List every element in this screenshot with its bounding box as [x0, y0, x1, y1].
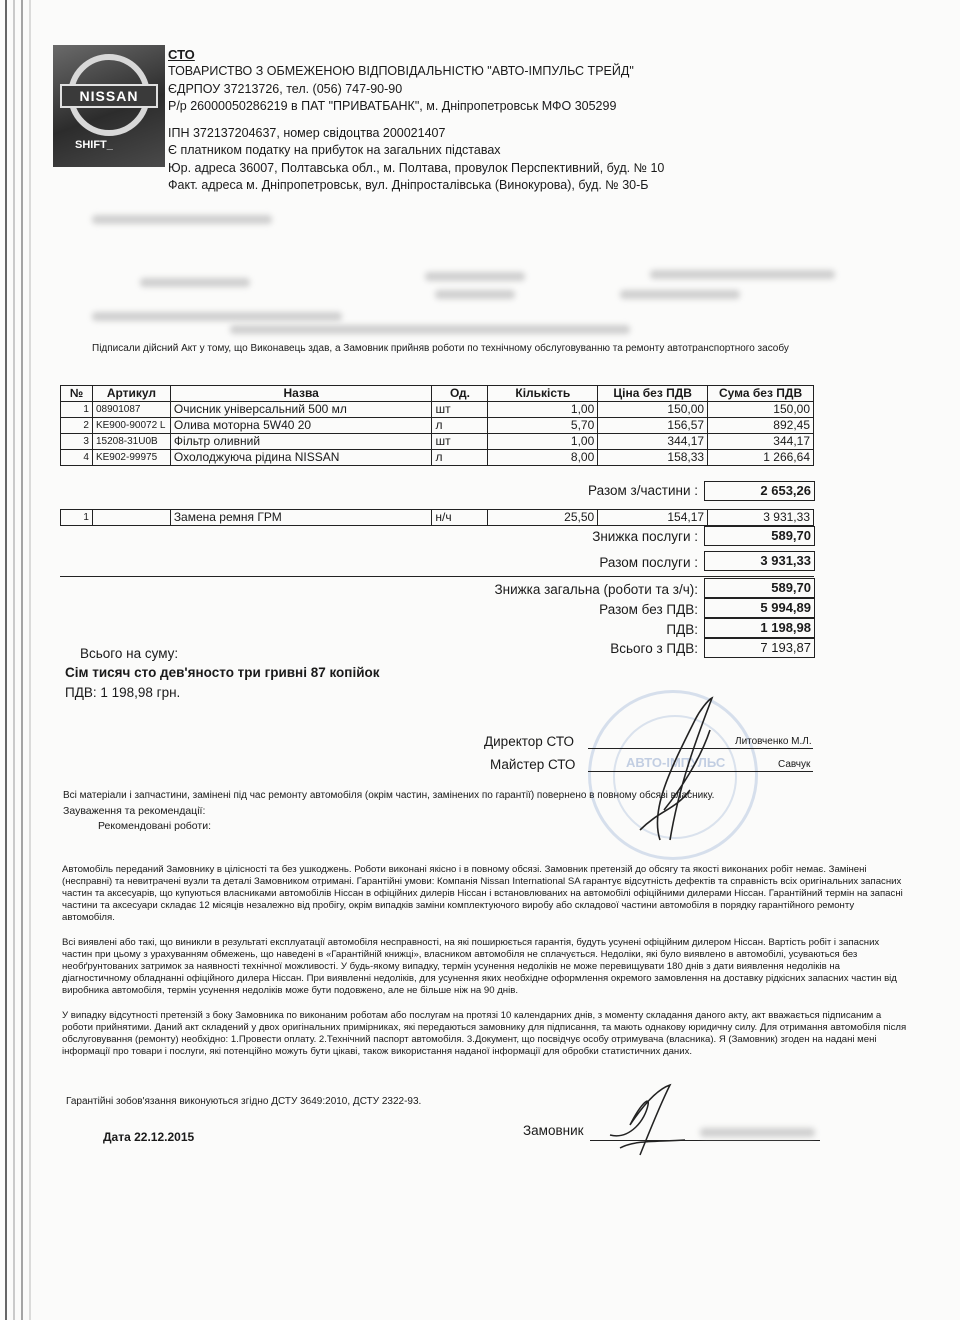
- service-total: 3 931,33: [704, 551, 815, 571]
- sum: 3 931,33: [708, 510, 814, 526]
- warranty-standards: Гарантійні зобов'язання виконуються згідно ДСТУ 3649:2010, ДСТУ 2322-93.: [66, 1096, 422, 1107]
- header-line: ТОВАРИСТВО З ОБМЕЖЕНОЮ ВІДПОВІДАЛЬНІСТЮ "АВТО-ІМПУЛЬС ТРЕЙД": [168, 64, 634, 79]
- amount-words: Сім тисяч сто дев'яносто три гривні 87 копійок: [65, 665, 380, 680]
- logo-tagline: SHIFT_: [75, 139, 113, 151]
- table-row: [61, 418, 814, 434]
- sum: 892,45: [708, 418, 814, 434]
- customer-signature: [600, 1080, 690, 1160]
- service-discount-label: Знижка послуги :: [592, 529, 698, 544]
- col-header: Назва: [170, 386, 432, 402]
- item-name: Охолоджуюча рідина NISSAN: [170, 450, 432, 466]
- price: 158,33: [598, 450, 708, 466]
- director-signature: [600, 690, 730, 850]
- company-header: [168, 46, 664, 194]
- header-line: Р/р 26000050286219 в ПАТ "ПРИВАТБАНК", м. Дніпропетровськ МФО 305299: [168, 98, 617, 113]
- gross-total-label: Всього з ПДВ:: [610, 641, 698, 656]
- header-line: ІПН 372137204637, номер свідоцтва 200021407: [168, 126, 446, 141]
- price: 156,57: [598, 418, 708, 434]
- row-number: 2: [61, 418, 93, 434]
- col-header: Ціна без ПДВ: [598, 386, 708, 402]
- row-number: 1: [61, 402, 93, 418]
- col-header: Артикул: [92, 386, 170, 402]
- total-discount-label: Знижка загальна (роботи та з/ч):: [494, 582, 698, 597]
- master-label: Майстер СТО: [490, 757, 576, 772]
- unit: л: [432, 450, 488, 466]
- article: 08901087: [92, 402, 170, 418]
- parts-total-label: Разом з/частини :: [588, 483, 698, 498]
- col-header: Кількість: [488, 386, 598, 402]
- quantity: 8,00: [488, 450, 598, 466]
- master-name: Савчук: [778, 759, 811, 770]
- article: 15208-31U0B: [92, 434, 170, 450]
- item-name: Замена ремня ГРМ: [170, 510, 432, 526]
- scan-edge: [0, 0, 46, 1320]
- unit: шт: [432, 434, 488, 450]
- stamp-text: АВТО-ІМПУЛЬС: [626, 755, 726, 770]
- parts-table: [60, 385, 814, 466]
- unit: н/ч: [432, 510, 488, 526]
- unit: л: [432, 418, 488, 434]
- col-header: Сума без ПДВ: [708, 386, 814, 402]
- row-number: 4: [61, 450, 93, 466]
- remarks-label: Зауваження та рекомендації:: [63, 805, 206, 817]
- sum: 150,00: [708, 402, 814, 418]
- director-label: Директор СТО: [484, 734, 574, 749]
- director-name: Литовченко М.Л.: [735, 736, 812, 747]
- article: KE902-99975: [92, 450, 170, 466]
- item-name: Олива моторна 5W40 20: [170, 418, 432, 434]
- fine-print-paragraph: Автомобіль переданий Замовнику в цілісності та без ушкоджень. Роботи виконані якісно і в повному обсязі. Замовник претензій до обсягу та якості виконаних робіт немає. Замінені (несправні) та невитрачені вузли та деталі Замовником отримані. Гарантійні умови: Компанія Nissan International SA гарантує відсутність дефектів та справність всіх оригінальних запасних частин та аксесуарів, що купуються власниками автомобілів Ніссан в офіційних дилерів Ніссан і встановлюваних на автомобілі офіційними дилерами Ніссан. Гарантійний термін на запасні частини та аксесуари складає 12 місяців незалежно від пробігу, окрім випадків заміни комплектуючого виробу або складової частини автомобіля в порядку гарантійного ремонту автомобіля.: [62, 864, 903, 924]
- price: 154,17: [598, 510, 708, 526]
- intro-text: Підписали дійсний Акт у тому, що Виконавець здав, а Замовник прийняв роботи по технічному обслуговуванню та ремонту автотранспортного засобу: [92, 343, 789, 354]
- row-number: 3: [61, 434, 93, 450]
- services-table: [60, 509, 814, 526]
- total-discount: 589,70: [704, 578, 815, 598]
- table-row: [61, 450, 814, 466]
- vat-label: ПДВ:: [666, 622, 698, 637]
- fine-print-paragraph: У випадку відсутності претензій з боку Замовника по виконаним роботам або послугам на протязі 10 календарних днів, з моменту складання даного акту, акт вважається підписаним а роботи прийнятими. Даний акт складений у двох оригінальних примірниках, які передаються замовнику для підписання, та мають однакову юридичну силу. Для отримання автомобіля після обслуговування (ремонту) необхідно: 1.Провести оплату. 2.Технічний паспорт автомобіля. 3.Документ, що посвідчує особу отримувача (власника). Я (Замовник) згоден на надані мені інформації про товари і послуги, які потенційно можуть бути цікаві, також використання наданої інформації для обробки статистичних даних.: [62, 1010, 907, 1058]
- header-line: Факт. адреса м. Дніпропетровськ, вул. Дніпросталівська (Винокурова), буд. № 30-Б: [168, 178, 649, 193]
- service-total-label: Разом послуги :: [599, 555, 698, 570]
- amount-vat: ПДВ: 1 198,98 грн.: [65, 685, 181, 700]
- article: KE900-90072 L: [92, 418, 170, 434]
- item-name: Фільтр оливний: [170, 434, 432, 450]
- quantity: 25,50: [488, 510, 598, 526]
- table-row: [61, 434, 814, 450]
- nissan-logo: [53, 45, 165, 167]
- quantity: 5,70: [488, 418, 598, 434]
- amount-label: Всього на суму:: [80, 646, 179, 661]
- table-header-row: [61, 386, 814, 402]
- row-number: 1: [61, 510, 93, 526]
- materials-note: Всі матеріали і запчастини, замінені під час ремонту автомобіля (окрім частин, замінених по гарантії) повернено в повному обсязі власнику.: [63, 790, 715, 801]
- customer-label: Замовник: [523, 1123, 584, 1138]
- fine-print-paragraph: Всі виявлені або такі, що виникли в результаті експлуатації автомобіля несправності, на які поширюється гарантія, будуть усунені офіційним дилером Ніссан. Вартість робіт і запасних частин при цьому з урахуванням обмежень, що наведені в «Гарантійній книжці», власником автомобіля не сплачується. Недоліки, які було виявлено в автомобілі, усуваються без необґрунтованих затримок за наявності технічної можливості. У будь-якому випадку, термін усунення недоліків не може перевищувати 180 днів з дати виявлення недоліків на діагностичному обладнанні офіційного дилера Ніссан. При виявленні недоліків, для усунення яких необхідне оформлення окремого замовлення на доставку рідкісних запасних частин від виробника автомобіля, термін усунення недоліків може бути подовжено, але не більше ніж на 90 днів.: [62, 937, 897, 997]
- logo-brand: NISSAN: [79, 88, 139, 104]
- item-name: Очисник універсальний 500 мл: [170, 402, 432, 418]
- price: 150,00: [598, 402, 708, 418]
- unit: шт: [432, 402, 488, 418]
- vat-total: 1 198,98: [704, 618, 815, 638]
- header-line: Є платником податку на прибуток на загальних підставах: [168, 143, 501, 158]
- parts-total: 2 653,26: [704, 481, 815, 501]
- header-line: Юр. адреса 36007, Полтавська обл., м. Полтава, провулок Перспективний, буд. № 10: [168, 160, 665, 175]
- header-gap: [168, 115, 664, 125]
- table-row: [61, 510, 814, 526]
- document-date: Дата 22.12.2015: [103, 1130, 195, 1144]
- col-header: Од.: [432, 386, 488, 402]
- net-total: 5 994,89: [704, 598, 815, 618]
- col-header: №: [61, 386, 93, 402]
- service-discount: 589,70: [704, 526, 815, 546]
- gross-total: 7 193,87: [704, 638, 815, 658]
- article: [92, 510, 170, 526]
- divider: [60, 576, 814, 577]
- price: 344,17: [598, 434, 708, 450]
- quantity: 1,00: [488, 434, 598, 450]
- quantity: 1,00: [488, 402, 598, 418]
- table-row: [61, 402, 814, 418]
- header-line: ЄДРПОУ 37213726, тел. (056) 747-90-90: [168, 81, 403, 96]
- net-total-label: Разом без ПДВ:: [599, 602, 698, 617]
- sum: 344,17: [708, 434, 814, 450]
- customer-name-redacted: [700, 1128, 815, 1137]
- sum: 1 266,64: [708, 450, 814, 466]
- sto-title: СТО: [168, 47, 195, 62]
- recommended-label: Рекомендовані роботи:: [98, 820, 211, 832]
